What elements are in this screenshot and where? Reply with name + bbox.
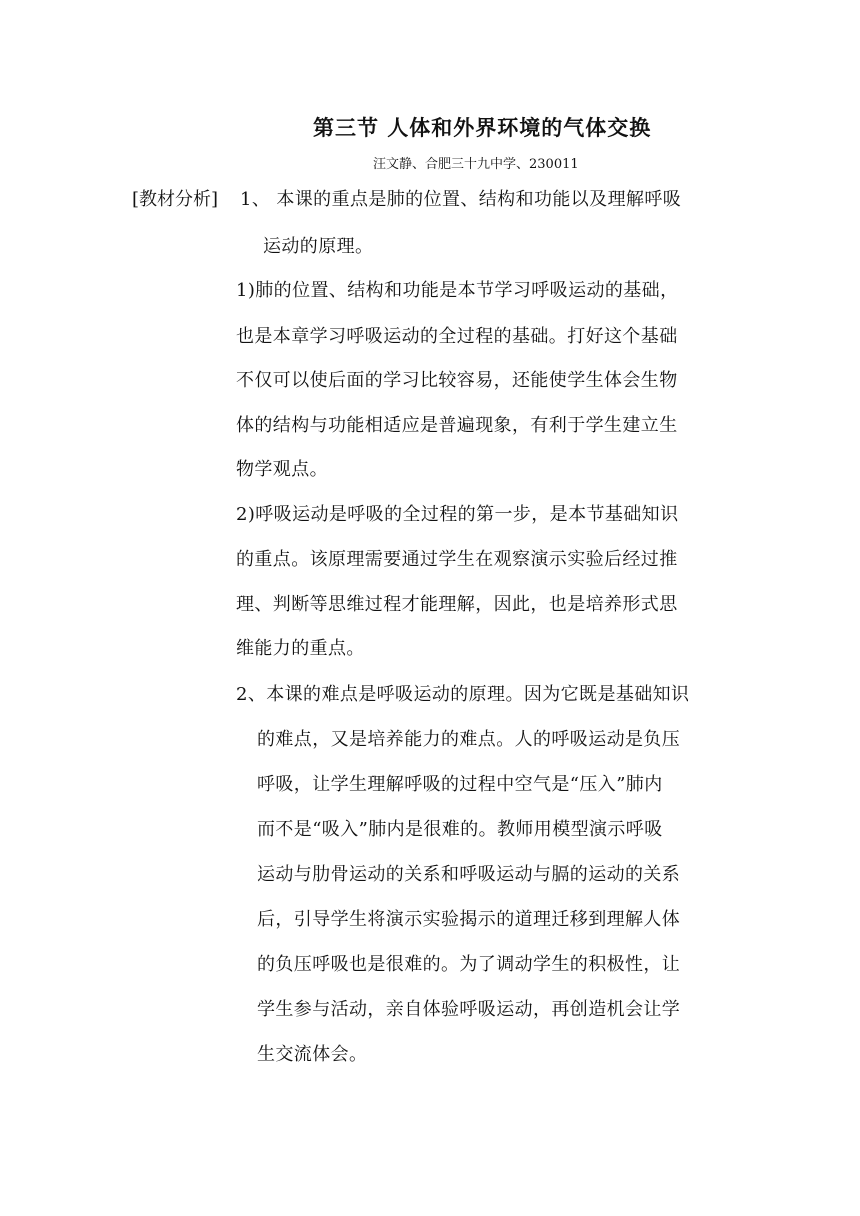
text-line: 后，引导学生将演示实验揭示的道理迁移到理解人体 <box>257 909 681 930</box>
text-line: 物学观点。 <box>236 459 328 480</box>
text-line: 2、本课的难点是呼吸运动的原理。因为它既是基础知识 <box>236 684 690 705</box>
text-line: 呼吸，让学生理解呼吸的过程中空气是“压入”肺内 <box>257 774 663 795</box>
text-line: 的重点。该原理需要通过学生在观察演示实验后经过推 <box>236 549 678 570</box>
section-label: [教材分析] <box>132 189 219 210</box>
text-line: 理、判断等思维过程才能理解，因此，也是培养形式思 <box>236 594 678 615</box>
text-line: 体的结构与功能相适应是普遍现象，有利于学生建立生 <box>236 415 678 436</box>
text-line: 生交流体会。 <box>257 1044 368 1065</box>
author-line: 汪文静、合肥三十九中学、230011 <box>373 157 579 172</box>
text-line: 学生参与活动，亲自体验呼吸运动，再创造机会让学 <box>257 999 681 1020</box>
text-line: 运动的原理。 <box>263 236 374 257</box>
text-line: 1)肺的位置、结构和功能是本节学习呼吸运动的基础， <box>236 280 679 301</box>
text-line: 而不是“吸入”肺内是很难的。教师用模型演示呼吸 <box>257 819 663 840</box>
text-line: 也是本章学习呼吸运动的全过程的基础。打好这个基础 <box>236 326 678 347</box>
text-line: 的难点，又是培养能力的难点。人的呼吸运动是负压 <box>257 729 681 750</box>
text-line: 1、 本课的重点是肺的位置、结构和功能以及理解呼吸 <box>240 189 682 210</box>
text-line: 维能力的重点。 <box>236 638 365 659</box>
text-line: 运动与肋骨运动的关系和呼吸运动与膈的运动的关系 <box>257 864 681 885</box>
text-line: 不仅可以使后面的学习比较容易，还能使学生体会生物 <box>236 370 678 391</box>
page-title: 第三节 人体和外界环境的气体交换 <box>313 115 652 140</box>
text-line: 2)呼吸运动是呼吸的全过程的第一步，是本节基础知识 <box>236 504 679 525</box>
text-line: 的负压呼吸也是很难的。为了调动学生的积极性，让 <box>257 954 681 975</box>
